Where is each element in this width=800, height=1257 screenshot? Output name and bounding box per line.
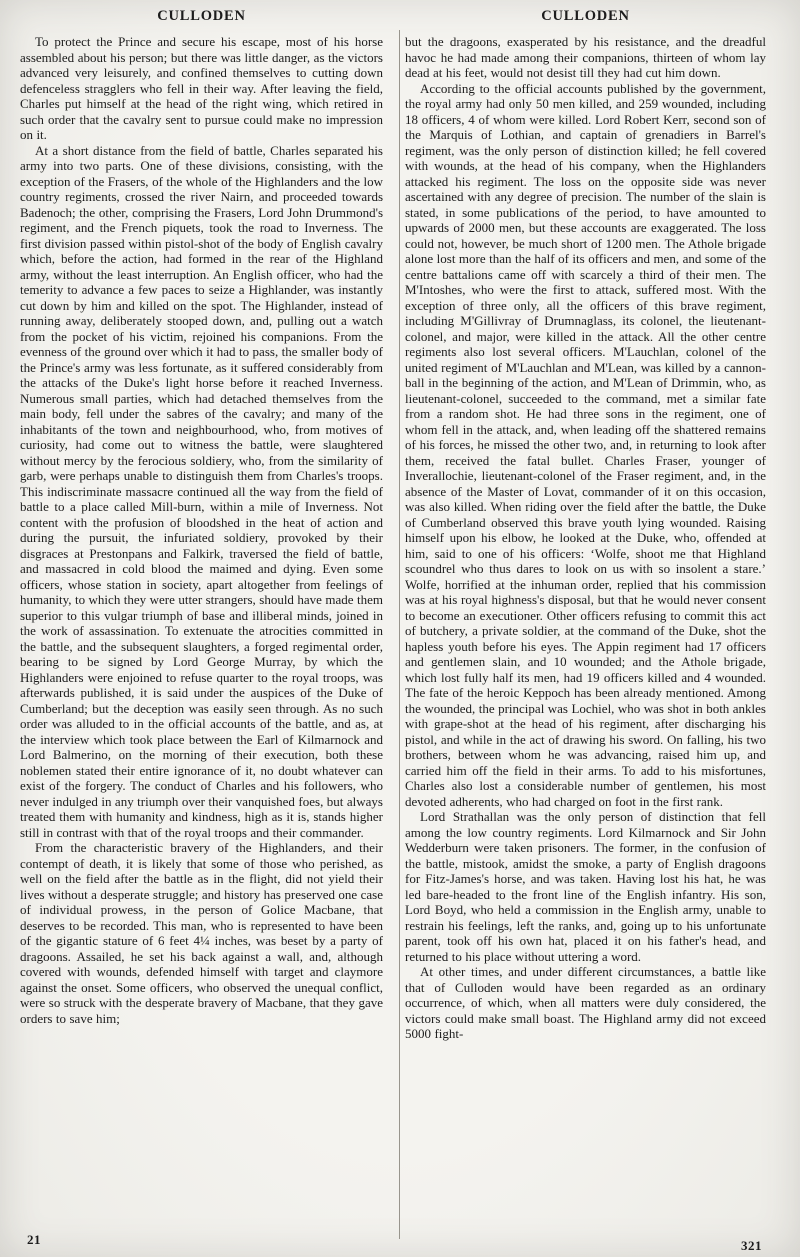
running-head-right: CULLODEN: [541, 8, 630, 24]
paragraph-left-2: At a short distance from the field of battle, Charles separated his army into two parts. One of these divisions, consisting, with the exception of the Frasers, of the whole of the Highlanders and the low country regiments, crossed the river Nairn, and proceeded towards Badenoch; the other, comprising the Frasers, Lord John Drummond's regiment, and the French piquets, took the road to Inverness. The first division passed within pistol-shot of the body of English cavalry which, before the action, had formed in the rear of the Highland army, without the least interruption. An English officer, who had the temerity to advance a few paces to seize a Highlander, was instantly cut down by him and killed on the spot. The Highlander, instead of running away, deliberately stooped down, and, pulling out a watch from the pocket of his victim, rejoined his companions. From the evenness of the ground over which it had to pass, the smaller body of the Prince's army was less fortunate, as it suffered considerably from the attacks of the Duke's light horse before it reached Inverness. Numerous small parties, which had detached themselves from the main body, fell under the sabres of the cavalry; and many of the inhabitants of the town and neighbourhood, who, from motives of curiosity, had come out to witness the battle, were slaughtered without mercy by the ferocious soldiery, who, from the similarity of garb, were perhaps unable to distinguish them from Charles's troops. This indiscriminate massacre continued all the way from the field of battle to a place called Mill-burn, within a mile of Inverness. Not content with the profusion of bloodshed in the heat of action and during the pursuit, the infuriated soldiery, provoked by their disgraces at Prestonpans and Falkirk, traversed the field of battle, and massacred in cold blood the maimed and dying. Even some officers, whose station in society, apart altogether from feelings of humanity, to which they were utter strangers, should have made them superior to this vulgar triumph of base and illiberal minds, joined in the work of assassination. To extenuate the atrocities committed in the battle, and the subsequent slaughters, a forged regimental order, bearing to be signed by Lord George Murray, by which the Highlanders were enjoined to refuse quarter to the royal troops, was afterwards published, it is said under the auspices of the Duke of Cumberland; but the deception was easily seen through. As no such order was alluded to in the official accounts of the battle, and as, at the interview which took place between the Earl of Kilmarnock and Lord Balmerino, on the morning of their execution, both these noblemen stated their entire ignorance of it, no doubt whatever can exist of the forgery. The conduct of Charles and his followers, who never indulged in any triumph over their vanquished foes, but always treated them with humanity and kindness, high as it is, stands higher still in contrast with that of the royal troops and their commander.: [20, 142, 383, 840]
paragraph-left-1: To protect the Prince and secure his escape, most of his horse assembled about his person; but there was little danger, as the victors advanced very leisurely, and confined themselves to cutting down defenceless stragglers who fell in their way. After leaving the field, Charles put himself at the head of the right wing, which retired in such order that the cavalry sent to pursue could make no impression on it.: [20, 34, 383, 142]
paragraph-right-1-continuation: but the dragoons, exasperated by his resistance, and the dreadful havoc he had made among their companions, thirteen of whom lay dead at his feet, would not desist till they had cut him down.: [405, 34, 766, 80]
paragraph-right-3: Lord Strathallan was the only person of distinction that fell among the low country regiments. Lord Kilmarnock and Sir John Wedderburn were taken prisoners. The former, in the confusion of the battle, mistook, amidst the smoke, a party of English dragoons for Fitz-James's horse, and was taken. Having lost his hat, he was led bare-headed to the front line of the English infantry. His son, Lord Boyd, who held a commission in the English army, unable to restrain his feelings, left the ranks, and, going up to his unfortunate parent, took off his own hat, placed it on his father's head, and returned to his place without uttering a word.: [405, 809, 766, 964]
paragraph-right-2: According to the official accounts published by the government, the royal army had only 50 men killed, and 259 wounded, including 18 officers, 4 of whom were killed. Lord Robert Kerr, second son of the Marquis of Lothian, and captain of grenadiers in Barrel's regiment, was the only person of distinction killed; he fell covered with wounds, at the head of his company, when the Highlanders attacked his regiment. The loss on the opposite side was never ascertained with any degree of precision. The number of the slain is stated, in some publications of the period, to have amounted to upwards of 2000 men, but these accounts are exaggerated. The loss could not, however, be much short of 1200 men. The Athole brigade alone lost more than the half of its officers and men, and some of the centre battalions came off with scarcely a third of their men. The M'Intoshes, who were the first to attack, suffered most. With the exception of three only, all the officers of this brave regiment, including M'Gillivray of Drumnaglass, its colonel, the lieutenant-colonel, and major, were killed in the attack. All the other centre regiments also lost several officers. M'Lauchlan, colonel of the united regiment of M'Lauchlan and M'Lean, was killed by a cannon-ball in the beginning of the action, and M'Lean of Drimmin, who, as lieutenant-colonel, succeeded to the command, met a similar fate from a random shot. He had three sons in the regiment, one of whom fell in the attack, and, when leading off the shattered remains of his forces, he missed the other two, and, in returning to look after them, received the fatal bullet. Charles Fraser, younger of Inverallochie, lieutenant-colonel of the Fraser regiment, and, in the absence of the Master of Lovat, commander of it on this occasion, was also killed. When riding over the field after the battle, the Duke of Cumberland observed this brave youth lying wounded. Raising himself upon his elbow, he looked at the Duke, who, offended at him, said to one of his officers: ‘Wolfe, shoot me that Highland scoundrel who thus dares to look on us with so insolent a stare.’ Wolfe, horrified at the inhuman order, replied that his commission was at his royal highness's disposal, but that he would never consent to become an executioner. Other officers refusing to commit this act of butchery, a private soldier, at the command of the Duke, shot the hapless youth before his eyes. The Appin regiment had 17 officers and gentlemen slain, and 10 wounded; and the Athole brigade, which lost fully half its men, had 19 officers killed and 4 wounded. The fate of the heroic Keppoch has been already mentioned. Among the wounded, the principal was Lochiel, who was shot in both ankles with grape-shot at the head of his regiment, after discharging his pistol, and while in the act of drawing his sword. On falling, his two brothers, between whom he was advancing, raised him up, and carried him off the field in their arms. To add to his misfortunes, Charles also lost a considerable number of gentlemen, his most devoted adherents, who had charged on foot in the first rank.: [405, 80, 766, 809]
page-number-left: 21: [27, 1232, 41, 1247]
paragraph-left-3: From the characteristic bravery of the Highlanders, and their contempt of death, it is likely that some of those who perished, as well on the field after the battle as in the flight, did not yield their lives without a desperate struggle; and history has preserved one case of individual prowess, in the person of Golice Macbane, that deserves to be recorded. This man, who is represented to have been of the gigantic stature of 6 feet 4¼ inches, was beset by a party of dragoons. Assailed, he set his back against a wall, and, although covered with wounds, defended himself with target and claymore against the onset. Some officers, who observed the unequal conflict, were so struck with the desperate bravery of Macbane, that they gave orders to save him;: [20, 840, 383, 1026]
page-number-right: 321: [741, 1238, 762, 1253]
right-column: [393, 8, 766, 1042]
paragraph-right-4: At other times, and under different circumstances, a battle like that of Culloden would have been regarded as an ordinary occurrence, of which, when all matters were duly considered, the victors could make small boast. The Highland army did not exceed 5000 fight-: [405, 964, 766, 1041]
running-head-left: CULLODEN: [157, 8, 246, 24]
left-column: [20, 8, 393, 1042]
